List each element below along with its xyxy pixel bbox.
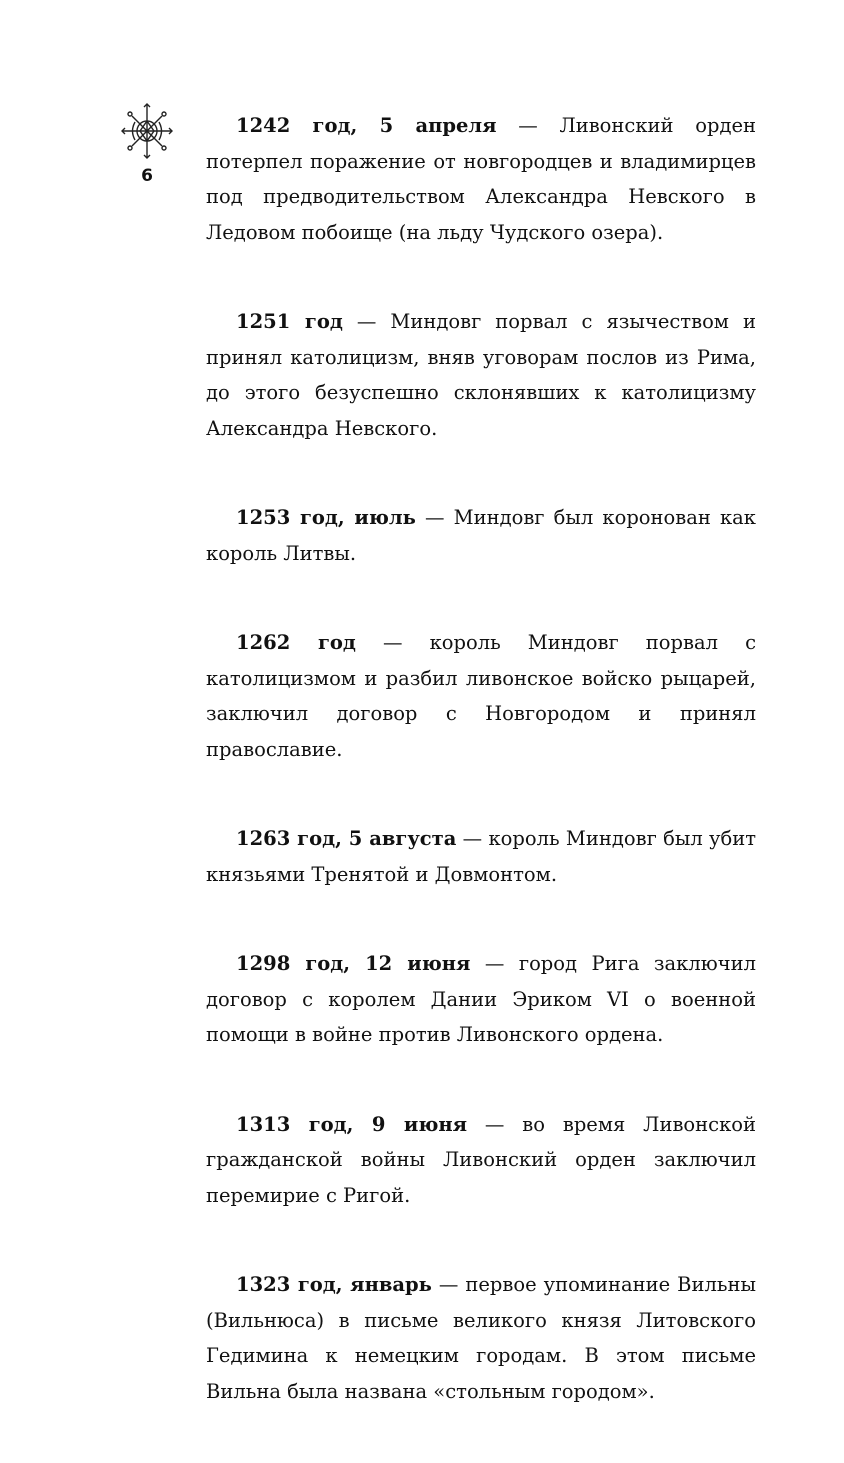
entry-text: — Миндовг порвал с язычеством и принял католицизм, вняв уговорам послов из Рима, до этого безуспешно склонявших к католицизму Александра Невского. — [206, 310, 756, 440]
entry-date: 1253 год, июль — [236, 506, 416, 529]
chronology-text — [206, 108, 756, 1463]
entry-text: — король Миндовг был убит князьями Тренятой и Довмонтом. — [206, 827, 757, 886]
chronology-entry — [206, 500, 756, 571]
folk-rune-ornament-icon — [118, 100, 176, 162]
entry-date: 1251 год — [236, 310, 343, 333]
entry-date: 1323 год, январь — [236, 1273, 432, 1296]
page-number: 6 — [141, 166, 153, 186]
chronology-entry — [206, 625, 756, 767]
entry-date: 1242 год, 5 апреля — [236, 114, 497, 137]
chronology-entry — [206, 946, 756, 1053]
entry-date: 1298 год, 12 июня — [236, 952, 471, 975]
chronology-entry — [206, 1267, 756, 1409]
chronology-entry — [206, 304, 756, 446]
entry-date: 1262 год — [236, 631, 356, 654]
entry-text: — первое упоминание Вильны (Вильнюса) в письме великого князя Литовского Гедимина к немецким городам. В этом письме Вильна была названа «стольным городом». — [206, 1273, 757, 1403]
entry-text: — во время Ливонской гражданской войны Ливонский орден заключил перемирие с Ригой. — [206, 1112, 756, 1207]
chronology-entry — [206, 821, 756, 892]
entry-text: — Миндовг был коронован как король Литвы. — [206, 506, 756, 565]
chronology-entry — [206, 108, 756, 250]
chronology-entry — [206, 1107, 756, 1214]
entry-text: — город Рига заключил договор с королем Дании Эриком VI о военной помощи в войне против Ливонского ордена. — [206, 952, 757, 1046]
entry-date: 1263 год, 5 августа — [236, 827, 457, 850]
entry-date: 1313 год, 9 июня — [236, 1112, 468, 1136]
entry-text: — король Миндовг порвал с католицизмом и разбил ливонское войско рыцарей, заключил договор с Новгородом и принял православие. — [206, 631, 757, 761]
entry-text: — Ливонский орден потерпел поражение от новгородцев и владимирцев под предводительством Александра Невского в Ледовом побоище (на льду Чудского озера). — [206, 114, 756, 244]
